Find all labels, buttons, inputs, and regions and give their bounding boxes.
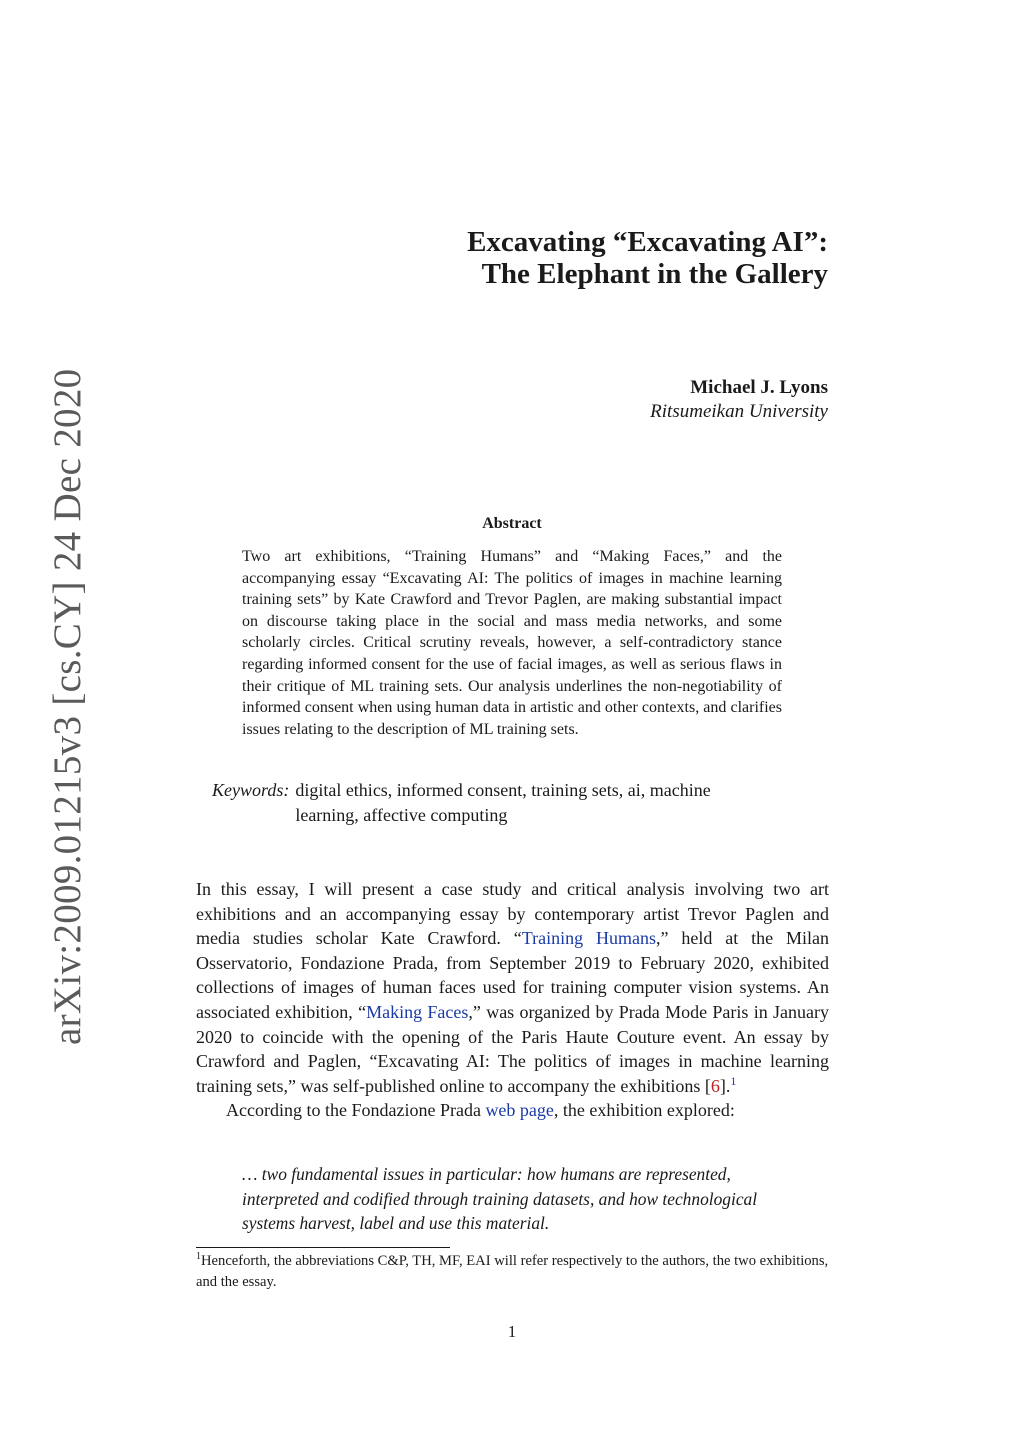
paragraph-1: In this essay, I will present a case study and critical analysis involving two art exhibitions and an accompanying essay by contemporary artist Trevor Paglen and media studies scholar Kate Crawford. “Training Humans,” held at the Milan Osservatorio, Fondazione Prada, from September 2019 to February 2020, exhibited collections of images of human faces used for training computer vision systems. An associated exhibition, “Making Faces,” was organized by Prada Mode Paris in January 2020 to coincide with the opening of the Paris Haute Couture event. An essay by Crawford and Paglen, “Excavating AI: The politics of images in machine learning training sets,” was self-published online to accompany the exhibitions [6].$^1$ xyxy=(196,879,830,1096)
keywords xyxy=(212,778,732,828)
page-number: 1 xyxy=(507,1322,517,1341)
author-affiliation: Ritsumeikan University xyxy=(650,401,828,422)
paper-title xyxy=(228,226,828,290)
abstract-text: Two art exhibitions, “Training Humans” and “Making Faces,” and the accompanying essay “Excavating AI: The politics of images in machine learning training sets” by Kate Crawford and Trevor Paglen, are making substantial impact on discourse taking place in the social and mass media networks, and some scholarly circles. Critical scrutiny reveals, however, a self-contradictory stance regarding informed consent for the use of facial images, as well as serious flaws in their critique of ML training sets. Our analysis underlines the non-negotiability of informed consent when using human data in artistic and other contexts, and clarifies issues relating to the description of ML training sets. xyxy=(242,548,782,738)
arxiv-identifier-stamp: arXiv:2009.01215v3 [cs.CY] 24 Dec 2020 xyxy=(46,368,89,1045)
keywords-text: digital ethics, informed consent, training sets, ai, machine learning, affective computing xyxy=(295,780,711,825)
paragraph-2: According to the Fondazione Prada web page, the exhibition explored: xyxy=(226,1100,735,1121)
footnote-marker[interactable]: 1 xyxy=(730,1073,737,1088)
citation-link[interactable]: 6 xyxy=(710,1075,720,1096)
body-text xyxy=(196,877,829,1123)
footnote xyxy=(196,1251,829,1292)
author-name: Michael J. Lyons xyxy=(690,377,828,398)
title-line-1: Excavating “Excavating AI”: xyxy=(467,226,828,258)
training-humans-link[interactable]: Training Humans xyxy=(521,928,657,949)
abstract-heading: Abstract xyxy=(482,515,542,532)
footnote-text: Henceforth, the abbreviations C&P, TH, MF, EAI will refer respectively to the authors, the two exhibitions, and the essay. xyxy=(196,1253,829,1290)
web-page-link[interactable]: web page xyxy=(485,1100,554,1121)
footnote-divider xyxy=(196,1247,450,1248)
title-line-2: The Elephant in the Gallery xyxy=(481,258,828,290)
author-block xyxy=(428,376,828,424)
block-quote: … two fundamental issues in particular: how humans are represented, interpreted and codified through training datasets, and how technological systems harvest, label and use this material. xyxy=(242,1164,758,1234)
footnote-number: 1 xyxy=(196,1251,201,1263)
keywords-label: Keywords: xyxy=(212,780,290,800)
making-faces-link[interactable]: Making Faces xyxy=(366,1001,469,1022)
